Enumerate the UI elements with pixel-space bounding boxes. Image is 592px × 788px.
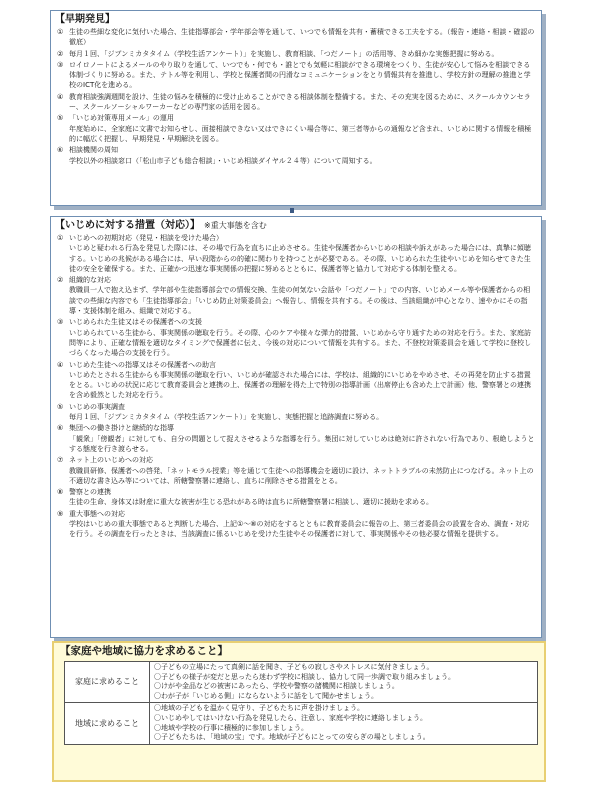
item-heading <box>57 360 535 370</box>
bullying-response-title <box>51 217 541 232</box>
list-item <box>57 423 535 454</box>
item-heading <box>57 49 535 59</box>
item-text: 学校以外の相談窓口（「松山市子ども総合相談」・いじめ相談ダイヤル２４等）について周知する。 <box>69 156 377 165</box>
item-heading <box>57 402 535 412</box>
item-text: いじめと疑われる行為を発見した際には、その場で行為を直ちに止めさせる。生徒や保護者からいじめの相談や訴えがあった場合には、真摯に傾聴する。いじめの兆候がある場合には、早い段階からの的確に関わりを持つことが必要である。その際、いじめられた生徒やいじめを知らせてきた生徒の安全を確保する。また、正確かつ迅速な事実関係の把握に努めるとともに、保護者等と協力して対応する体制を整える。 <box>69 244 531 273</box>
item-text: 教育相談強調週間を設け、生徒の悩みを積極的に受け止めることができる相談体制を整備する。また、その充実を図るために、スクールカウンセラー、スクールソーシャルワーカーなどの専門家の活用を図る。 <box>69 92 531 112</box>
list-item <box>57 113 535 144</box>
item-text: 「観衆」「傍観者」に対しても、自分の問題として捉えさせるような指導を行う。集団に対していじめは絶対に許されない行為であり、根絶しようとする態度を行き渡らせる。 <box>69 434 535 453</box>
row-content <box>150 662 538 703</box>
item-title: ネット上のいじめへの対応 <box>69 456 153 465</box>
item-heading <box>57 60 535 91</box>
list-item <box>57 27 535 48</box>
item-number: ② <box>57 49 64 58</box>
item-text: 生徒の些細な変化に気付いた場合、生徒指導部会・学年部会等を通して、いつでも情報を共有・蓄積できる工夫をする。（報告・連絡・相談・確認の徹底） <box>69 28 535 47</box>
item-number: ② <box>57 276 64 285</box>
item-number: ③ <box>57 318 64 327</box>
item-text: 教職員一人で抱え込まず、学年部や生徒指導部会での情報交換、生徒の何気ない会話や「つだノート」での内容、いじめメール等や保護者からの相談での些細な内容でも「生徒指導部会」「いじめ防止対策委員会」へ報告し、情報を共有する。その後は、当該組織が中心となり、速やかにその指導・支援体制を組み、組織で対応する。 <box>69 286 531 316</box>
early-detection-list <box>51 26 541 166</box>
row-header: 家庭に求めること <box>65 662 150 703</box>
item-text: 毎月１回、「ジブンミカタタイム（学校生活アンケート）」を実施し、教育相談、「つだノート」の活用等、きめ細かな実態把握に努める。 <box>69 49 499 58</box>
item-heading <box>57 113 535 123</box>
item-text: 教職員研修、保護者への啓発、「ネットモラル授業」等を通じて生徒への指導機会を適切に設け、ネットトラブルの未然防止につなげる。ネット上の不適切な書き込み等については、所轄警察署に連絡し、直ちに削除させる措置をとる。 <box>69 466 534 485</box>
item-text: 生徒の生命、身体又は財産に重大な被害が生じる恐れがある時は直ちに所轄警察署に相談し、適切に援助を求める。 <box>69 498 433 507</box>
bullying-response-title-text: 【いじめに対する措置（対応）】 <box>55 220 200 231</box>
item-title: 重大事態への対応 <box>69 509 125 518</box>
item-number: ⑦ <box>57 456 64 465</box>
bullying-response-section <box>50 216 542 638</box>
list-item <box>57 49 535 59</box>
request-line: 〇地域や学校の行事に積極的に参加しましょう。 <box>154 723 308 732</box>
list-item <box>57 509 535 540</box>
list-item <box>57 275 535 316</box>
bullying-response-list <box>51 232 541 540</box>
item-number: ④ <box>57 92 64 101</box>
item-text: 学校はいじめの重大事態であると判断した場合、上記①～⑧の対応をするとともに教育委員会に報告の上、第三者委員会の設置を含め、調査・対応を行う。その調査を行ったときは、当該調査に係るいじめを受けた生徒やその保護者に対して、事実関係やその他必要な情報を提供する。 <box>69 520 530 539</box>
item-title: いじめられた生徒又はその保護者への支援 <box>69 318 202 327</box>
item-heading <box>57 509 535 519</box>
item-title: 相談機関の周知 <box>69 146 118 155</box>
item-title: いじめの事実調査 <box>69 402 125 411</box>
request-line: 〇子どもたちは、「地域の宝」です。地域が子どもにとっての安らぎの場としましょう。 <box>154 733 430 742</box>
item-heading <box>57 275 535 285</box>
item-heading <box>57 233 535 243</box>
serious-case-note: ※重大事態を含む <box>204 221 267 230</box>
list-item <box>57 92 535 113</box>
item-title: 警察との連携 <box>69 488 111 497</box>
item-number: ③ <box>57 60 64 69</box>
cooperation-table <box>64 661 538 745</box>
request-line: 〇子どもの立場にたって真剣に話を聞き、子どもの寂しさやストレスに気付きましょう。 <box>154 663 434 671</box>
request-line: 〇けがや金品などの被害にあったら、学校や警察の諸機関に相談しましょう。 <box>154 682 399 691</box>
item-heading <box>57 423 535 433</box>
table-row <box>65 703 538 744</box>
item-number: ⑤ <box>57 402 64 411</box>
item-number: ⑥ <box>57 424 64 433</box>
item-heading <box>57 27 535 48</box>
item-number: ⑨ <box>57 509 64 518</box>
item-title: 集団への働き掛けと継続的な指導 <box>69 424 174 433</box>
item-text: いじめたとされる生徒からも事実関係の聴取を行い、いじめが確認された場合には、学校は、組織的にいじめをやめさせ、その再発を防止する措置をとる。いじめの状況に応じて教育委員会と連携の上、保護者の理解を得た上で特別の指導計画（出席停止も含めた上で計画）他、警察署との連携を含め毅然とした対応を行う。 <box>69 370 531 400</box>
item-heading <box>57 92 535 113</box>
item-text: 年度始めに、全家庭に文書でお知らせし、面接相談できない又はできにくい場合等に、第三者等からの通報など含まれ、いじめに関する情報を積極的に幅広く把握し、早期発見・早期解決を図る。 <box>69 124 532 143</box>
cooperation-section <box>52 641 546 782</box>
item-number: ① <box>57 28 64 36</box>
early-detection-section <box>50 10 542 206</box>
item-title: いじめた生徒への指導又はその保護者への助言 <box>69 360 216 369</box>
list-item <box>57 145 535 166</box>
item-number: ⑧ <box>57 488 64 497</box>
item-text: いじめられている生徒から、事実関係の聴取を行う。その際、心のケアや様々な弾力的措置、いじめから守り通すための対応を行う。また、家庭訪問等により、正確な情報を適切なタイミングで保護者に伝え、今後の対応について情報を共有する。また、不登校対策委員会を通して学校に登校しづらくなった場合の支援を行う。 <box>69 328 531 358</box>
list-item <box>57 402 535 423</box>
request-line: 〇わが子が「いじめる側」にならないように話をして聞かせましょう。 <box>154 691 378 700</box>
list-item <box>57 317 535 358</box>
table-row <box>65 662 538 703</box>
cooperation-title: 【家庭や地域に協力を求めること】 <box>60 645 228 657</box>
item-number: ⑥ <box>57 146 64 155</box>
item-number: ① <box>57 234 64 242</box>
request-line: 〇地域の子どもを温かく見守り、子どもたちに声を掛けましょう。 <box>154 704 364 713</box>
item-heading <box>57 455 535 465</box>
row-header: 地域に求めること <box>65 703 150 744</box>
request-line: 〇いじめやしてはいけない行為を発見したら、注意し、家庭や学校に連絡しましょう。 <box>154 713 427 722</box>
item-title: いじめへの初期対応（発見・相談を受けた場合） <box>69 234 223 242</box>
list-item <box>57 487 535 508</box>
list-item <box>57 60 535 91</box>
item-number: ⑤ <box>57 114 64 123</box>
item-heading <box>57 145 535 155</box>
list-item <box>57 360 535 401</box>
item-heading <box>57 317 535 327</box>
item-title: 「いじめ対策専用メール」の運用 <box>69 114 174 123</box>
list-item <box>57 455 535 486</box>
item-text: ロイロノートによるメールのやり取りを通して、いつでも・何でも・誰とでも気軽に相談ができる環境をつくり、生徒が安心して悩みを相談できる体制づくりに努める。また、テトル等を利用し、学校と保護者間の円滑なコミュニケーションをとり情報共有を推進し、学校方針の理解の推進と学校のICT化を進める。 <box>69 60 531 90</box>
row-content <box>150 703 538 744</box>
item-title: 組織的な対応 <box>69 276 111 285</box>
connector-dot <box>290 208 294 213</box>
list-item <box>57 233 535 274</box>
request-line: 〇子どもの様子が変だと思ったら迷わず学校に相談し、協力して同一歩調で取り組みましょう。 <box>154 672 455 681</box>
item-number: ④ <box>57 360 64 369</box>
item-text: 毎月１回、「ジブンミカタタイム（学校生活アンケート）」を実施し、実態把握と追跡調査に努める。 <box>69 413 384 422</box>
early-detection-title: 【早期発見】 <box>55 14 115 25</box>
item-heading <box>57 487 535 497</box>
